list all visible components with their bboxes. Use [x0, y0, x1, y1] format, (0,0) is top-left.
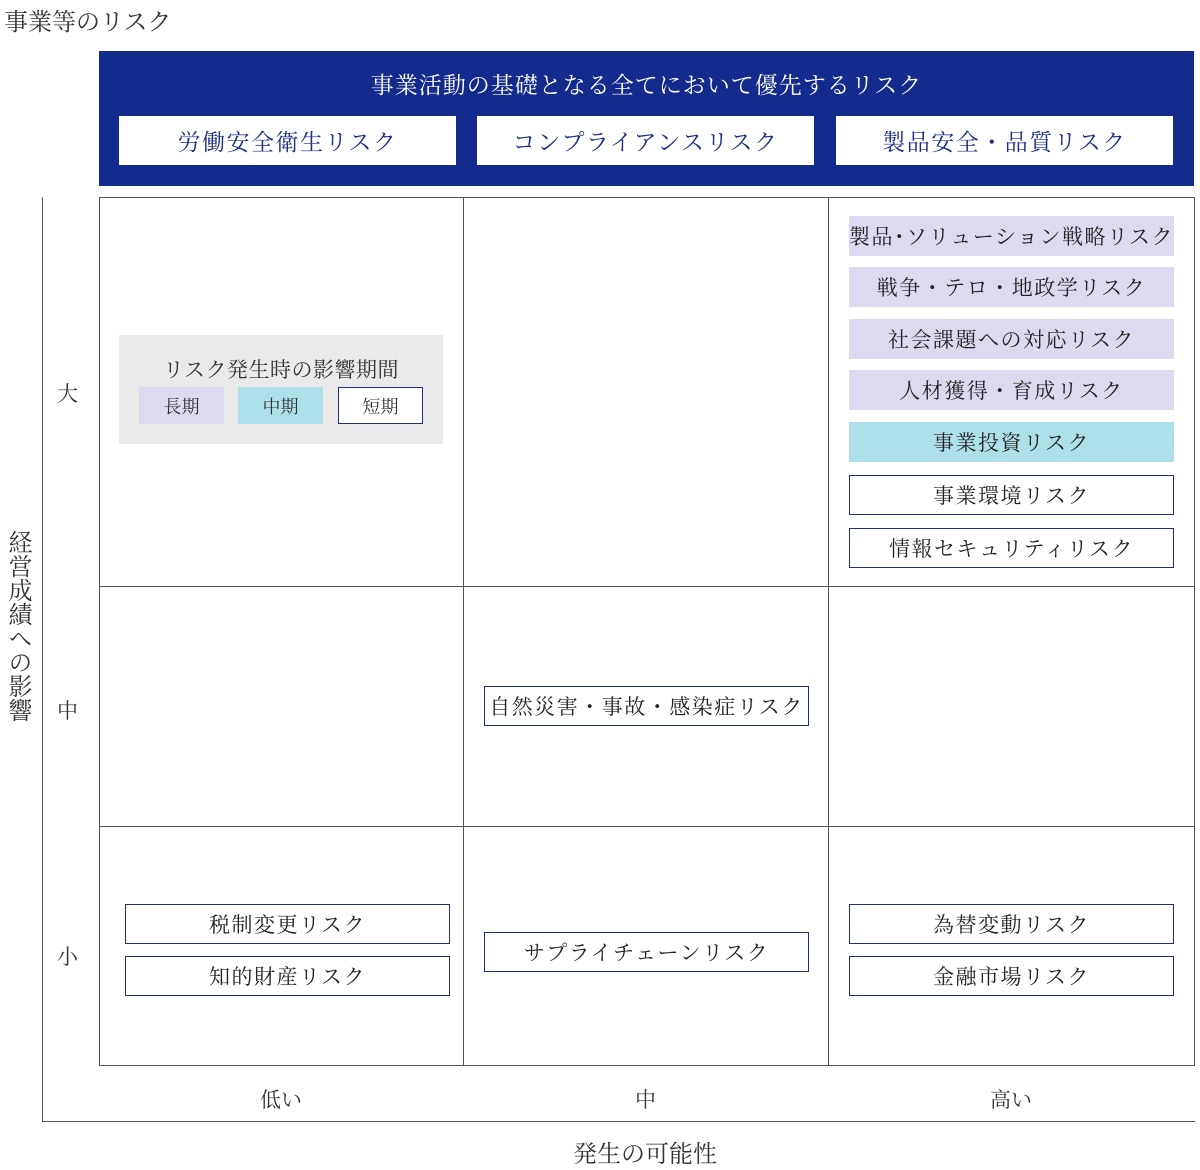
x-tick-high: 高い [990, 1088, 1032, 1112]
grid-line [828, 197, 829, 1066]
page-title: 事業等のリスク [4, 8, 172, 36]
priority-item-occupational-safety: 労働安全衛生リスク [119, 116, 456, 165]
risk-financial-market: 金融市場リスク [849, 956, 1174, 996]
risk-business-environment: 事業環境リスク [849, 475, 1174, 515]
grid-line [99, 197, 1195, 198]
legend-short-term: 短期 [338, 387, 423, 424]
risk-war-terror-geopolitics: 戦争・テロ・地政学リスク [849, 267, 1174, 307]
risk-supply-chain: サプライチェーンリスク [484, 932, 809, 972]
y-axis-line [42, 197, 43, 1122]
risk-disaster-accident-infection: 自然災害・事故・感染症リスク [484, 686, 809, 726]
risk-exchange-rate: 為替変動リスク [849, 904, 1174, 944]
risk-talent-acquisition: 人材獲得・育成リスク [849, 370, 1174, 410]
legend-long-term: 長期 [139, 387, 224, 424]
legend-title: リスク発生時の影響期間 [162, 358, 400, 382]
impact-period-legend [119, 335, 443, 444]
grid-line [99, 826, 1195, 827]
y-tick-small: 小 [57, 945, 78, 969]
risk-information-security: 情報セキュリティリスク [849, 528, 1174, 568]
risk-intellectual-property: 知的財産リスク [125, 956, 450, 996]
x-axis-line [42, 1121, 1195, 1122]
risk-tax-change: 税制変更リスク [125, 904, 450, 944]
grid-line [463, 197, 464, 1066]
y-tick-large: 大 [57, 382, 78, 406]
priority-item-product-quality: 製品安全・品質リスク [836, 116, 1173, 165]
y-tick-medium: 中 [57, 699, 78, 723]
risk-social-issues: 社会課題への対応リスク [849, 319, 1174, 359]
grid-line [99, 586, 1195, 587]
y-axis-label: 経営成績への影響 [4, 530, 32, 722]
risk-business-investment: 事業投資リスク [849, 422, 1174, 462]
priority-heading: 事業活動の基礎となる全てにおいて優先するリスク [370, 73, 923, 99]
priority-risk-banner [99, 51, 1194, 186]
x-axis-label: 発生の可能性 [573, 1140, 717, 1168]
priority-item-compliance: コンプライアンスリスク [477, 116, 814, 165]
grid-line [1194, 197, 1195, 1066]
grid-line [99, 197, 100, 1066]
legend-mid-term: 中期 [238, 387, 323, 424]
x-tick-low: 低い [260, 1088, 302, 1112]
x-tick-medium: 中 [635, 1088, 656, 1112]
grid-line [99, 1065, 1195, 1066]
risk-product-solution-strategy: 製品･ソリューション戦略リスク [849, 216, 1174, 256]
